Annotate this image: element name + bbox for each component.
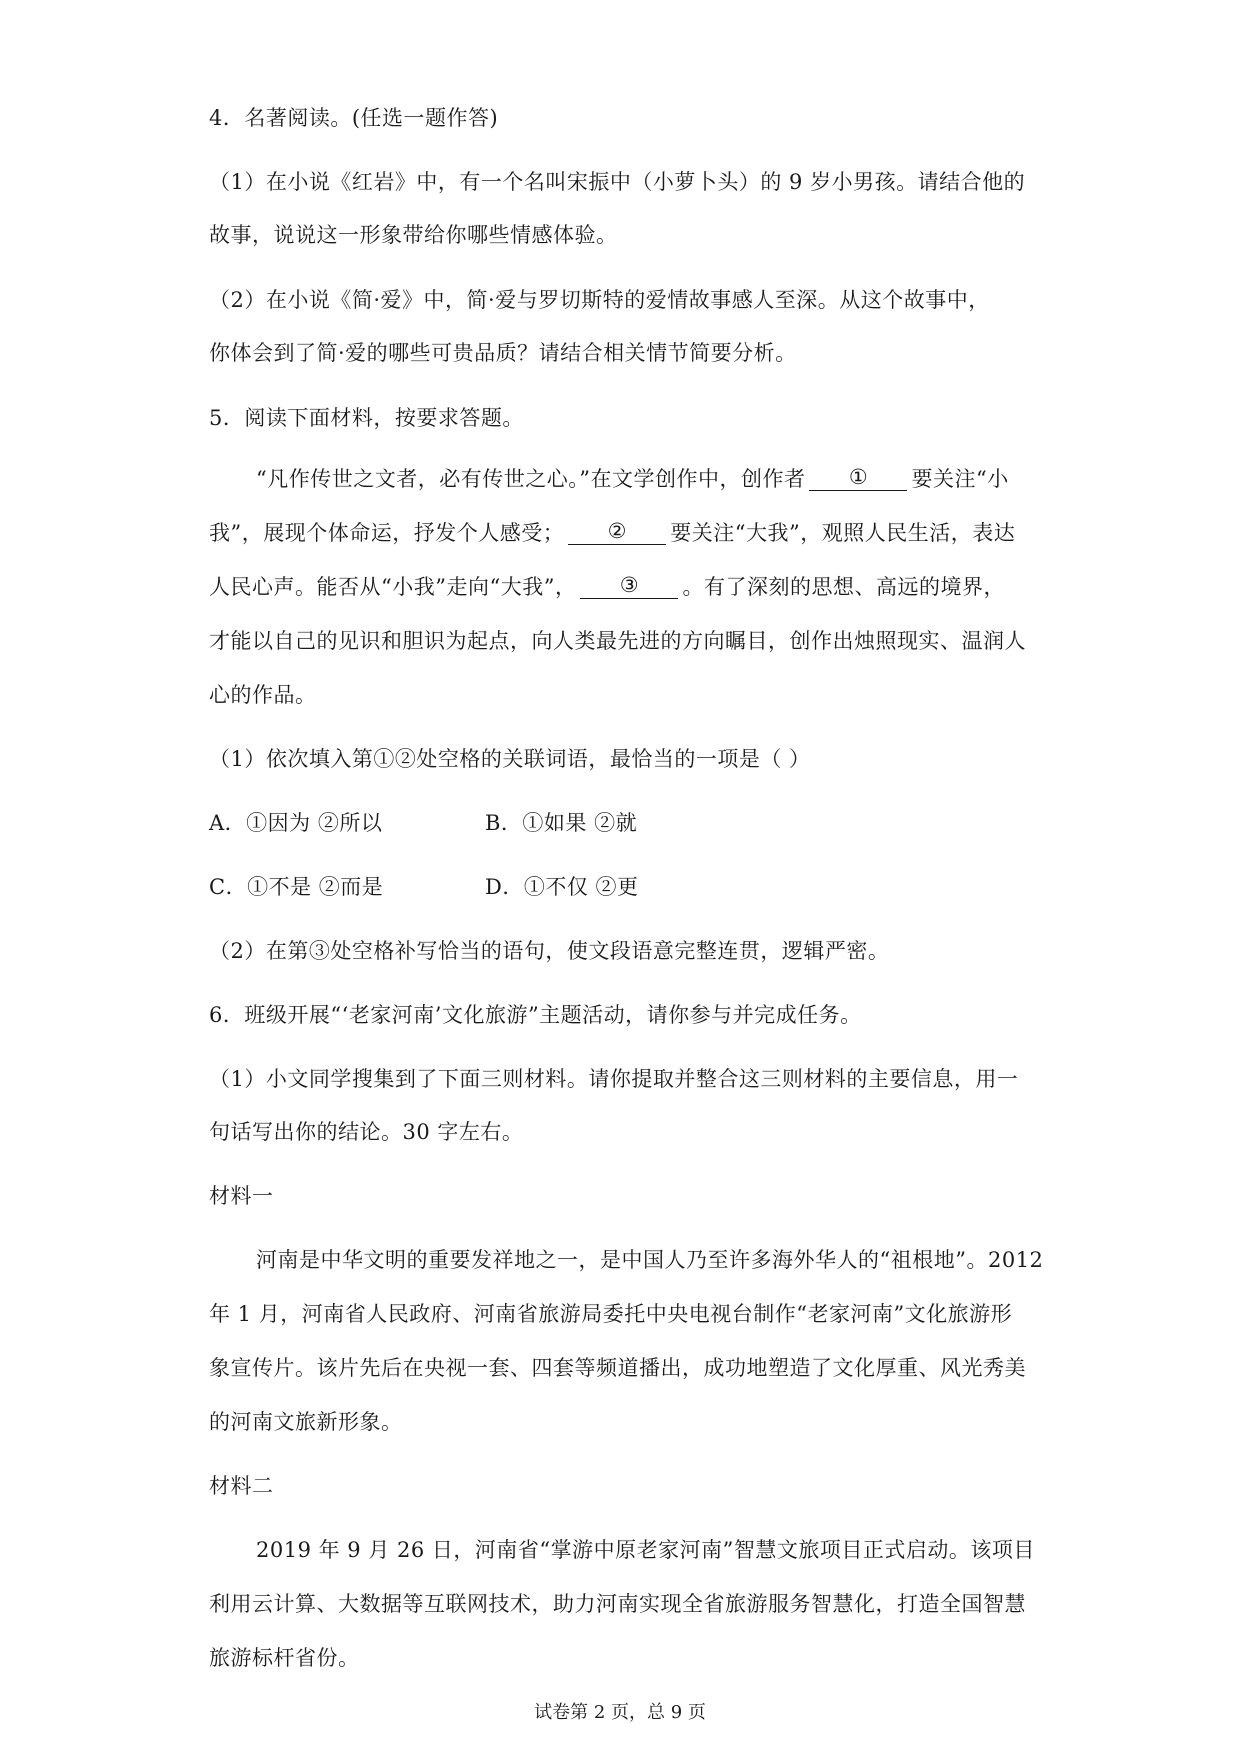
q6-sub1-line1: （1）小文同学搜集到了下面三则材料。请你提取并整合这三则材料的主要信息，用一 bbox=[209, 1067, 1019, 1091]
q5-passage-text: 我”，展现个体命运，抒发个人感受； bbox=[209, 521, 565, 545]
material-1-title: 材料一 bbox=[209, 1184, 274, 1208]
q5-passage-line4: 才能以自己的见识和胆识为起点，向人类最先进的方向瞩目，创作出烛照现实、温润人 bbox=[209, 629, 1026, 653]
q6-title: 6．班级开展“‘老家河南’文化旅游”主题活动，请你参与并完成任务。 bbox=[209, 1003, 862, 1027]
material-2-line3: 旅游标杆省份。 bbox=[209, 1646, 360, 1670]
fill-blank-2[interactable]: ② bbox=[568, 518, 666, 545]
q4-sub1-line1: （1）在小说《红岩》中，有一个名叫宋振中（小萝卜头）的 9 岁小男孩。请结合他的 bbox=[209, 170, 1026, 194]
q4-title: 4．名著阅读。(任选一题作答) bbox=[209, 106, 499, 130]
option-c[interactable]: C．①不是 ②而是 bbox=[209, 875, 384, 899]
material-2-line1: 2019 年 9 月 26 日，河南省“掌游中原老家河南”智慧文旅项目正式启动。该项目 bbox=[256, 1538, 1035, 1562]
q5-passage-line2 bbox=[209, 518, 1015, 548]
material-2-title: 材料二 bbox=[209, 1474, 274, 1498]
q5-passage-text: “凡作传世之文者，必有传世之心。”在文学创作中，创作者 bbox=[256, 467, 806, 491]
q4-sub2-line2: 你体会到了简·爱的哪些可贵品质？请结合相关情节简要分析。 bbox=[209, 341, 797, 365]
page-footer: 试卷第 2 页，总 9 页 bbox=[534, 1702, 706, 1723]
option-d[interactable]: D．①不仅 ②更 bbox=[485, 875, 639, 899]
option-b[interactable]: B．①如果 ②就 bbox=[485, 811, 638, 835]
q5-passage-text: 。有了深刻的思想、高远的境界， bbox=[682, 575, 1005, 599]
material-2-line2: 利用云计算、大数据等互联网技术，助力河南实现全省旅游服务智慧化，打造全国智慧 bbox=[209, 1592, 1026, 1616]
fill-blank-3[interactable]: ③ bbox=[580, 572, 678, 599]
material-1-line2: 年 1 月，河南省人民政府、河南省旅游局委托中央电视台制作“老家河南”文化旅游形 bbox=[209, 1302, 1013, 1326]
q6-sub1-line2: 句话写出你的结论。30 字左右。 bbox=[209, 1120, 524, 1144]
material-1-line4: 的河南文旅新形象。 bbox=[209, 1410, 403, 1434]
q5-sub2: （2）在第③处空格补写恰当的语句，使文段语意完整连贯，逻辑严密。 bbox=[209, 939, 890, 963]
q5-passage-line3 bbox=[209, 572, 1005, 602]
q5-passage-line5: 心的作品。 bbox=[209, 683, 317, 707]
material-1-line3: 象宣传片。该片先后在央视一套、四套等频道播出，成功地塑造了文化厚重、风光秀美 bbox=[209, 1356, 1026, 1380]
fill-blank-1[interactable]: ① bbox=[809, 464, 907, 491]
q4-sub2-line1: （2）在小说《简·爱》中，简·爱与罗切斯特的爱情故事感人至深。从这个故事中， bbox=[209, 288, 990, 312]
q5-passage-line1 bbox=[256, 464, 1009, 494]
q5-passage-text: 要关注“小 bbox=[911, 467, 1009, 491]
q5-sub1: （1）依次填入第①②处空格的关联词语，最恰当的一项是（ ） bbox=[209, 747, 811, 771]
q5-title: 5．阅读下面材料，按要求答题。 bbox=[209, 406, 524, 430]
q4-sub1-line2: 故事，说说这一形象带给你哪些情感体验。 bbox=[209, 223, 618, 247]
q5-passage-text: 要关注“大我”，观照人民生活，表达 bbox=[670, 521, 1016, 545]
option-a[interactable]: A．①因为 ②所以 bbox=[209, 811, 383, 835]
material-1-line1: 河南是中华文明的重要发祥地之一，是中国人乃至许多海外华人的“祖根地”。2012 bbox=[256, 1248, 1044, 1272]
q5-passage-text: 人民心声。能否从“小我”走向“大我”， bbox=[209, 575, 577, 599]
